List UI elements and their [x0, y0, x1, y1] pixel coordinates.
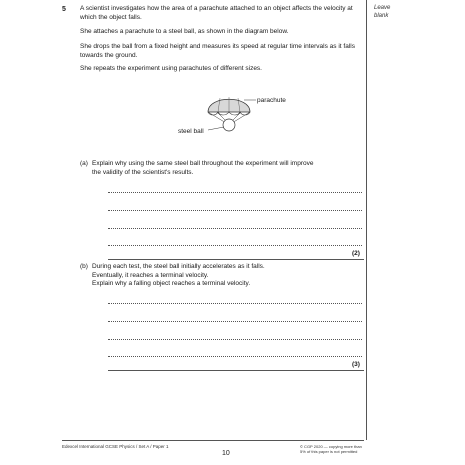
intro-paragraph-1: A scientist investigates how the area of a parachute attached to an object affects the velocity at which the object falls. [80, 5, 353, 21]
footer-rule [62, 440, 364, 441]
footer-copyright [300, 444, 366, 454]
copyright-line-2: 5% of this paper is not permitted [300, 449, 358, 454]
part-a-end-rule [108, 259, 364, 260]
leave-blank-line-1: Leave [374, 5, 391, 11]
part-b-end-rule [108, 370, 364, 371]
part-a-line-1: Explain why using the same steel ball throughout the experiment will improve [92, 160, 314, 167]
parachute-diagram-svg [170, 90, 300, 140]
answer-line[interactable] [108, 228, 362, 229]
part-a-question [80, 160, 362, 177]
part-a-line-2: the validity of the scientist's results. [92, 168, 194, 176]
steel-ball [223, 119, 235, 131]
answer-line[interactable] [108, 245, 362, 246]
answer-line[interactable] [108, 356, 362, 357]
part-b-line-1: During each test, the steel ball initially accelerates as it falls. [92, 263, 265, 270]
copyright-line-1: © CGP 2020 — copying more than [300, 444, 362, 449]
answer-line[interactable] [108, 210, 362, 211]
leave-blank-note [374, 4, 390, 20]
parachute-label: parachute [257, 97, 286, 104]
intro-paragraph-4: She repeats the experiment using parachutes of different sizes. [80, 65, 262, 72]
part-b-line-3: Explain why a falling object reaches a terminal velocity. [92, 280, 251, 287]
answer-line[interactable] [108, 303, 362, 304]
intro-paragraph-2: She attaches a parachute to a steel ball, as shown in the diagram below. [80, 28, 289, 35]
part-b-label: (b) [80, 263, 88, 270]
answer-line[interactable] [108, 339, 362, 340]
part-a-label: (a) [80, 160, 88, 167]
intro-paragraph-3: She drops the ball from a fixed height and measures its speed at regular time intervals as it falls towards the ground. [80, 43, 355, 59]
page-number: 10 [222, 450, 230, 457]
part-b-question [80, 263, 362, 289]
canopy-scallops [208, 112, 250, 115]
margin-rule [366, 0, 367, 440]
answer-line[interactable] [108, 192, 362, 193]
footer-paper-title: Edexcel International GCSE Physics / Set A / Paper 1 [62, 444, 169, 449]
answer-line[interactable] [108, 321, 362, 322]
part-b-marks: (3) [352, 361, 360, 368]
part-b-line-2: Eventually, it reaches a terminal velocity. [92, 271, 209, 279]
parachute-diagram [170, 90, 300, 140]
question-number: 5 [62, 6, 66, 13]
part-a-marks: (2) [352, 250, 360, 257]
leave-blank-line-2: blank [374, 13, 389, 19]
ball-leader-line [208, 127, 224, 130]
steel-ball-label: steel ball [178, 128, 204, 135]
